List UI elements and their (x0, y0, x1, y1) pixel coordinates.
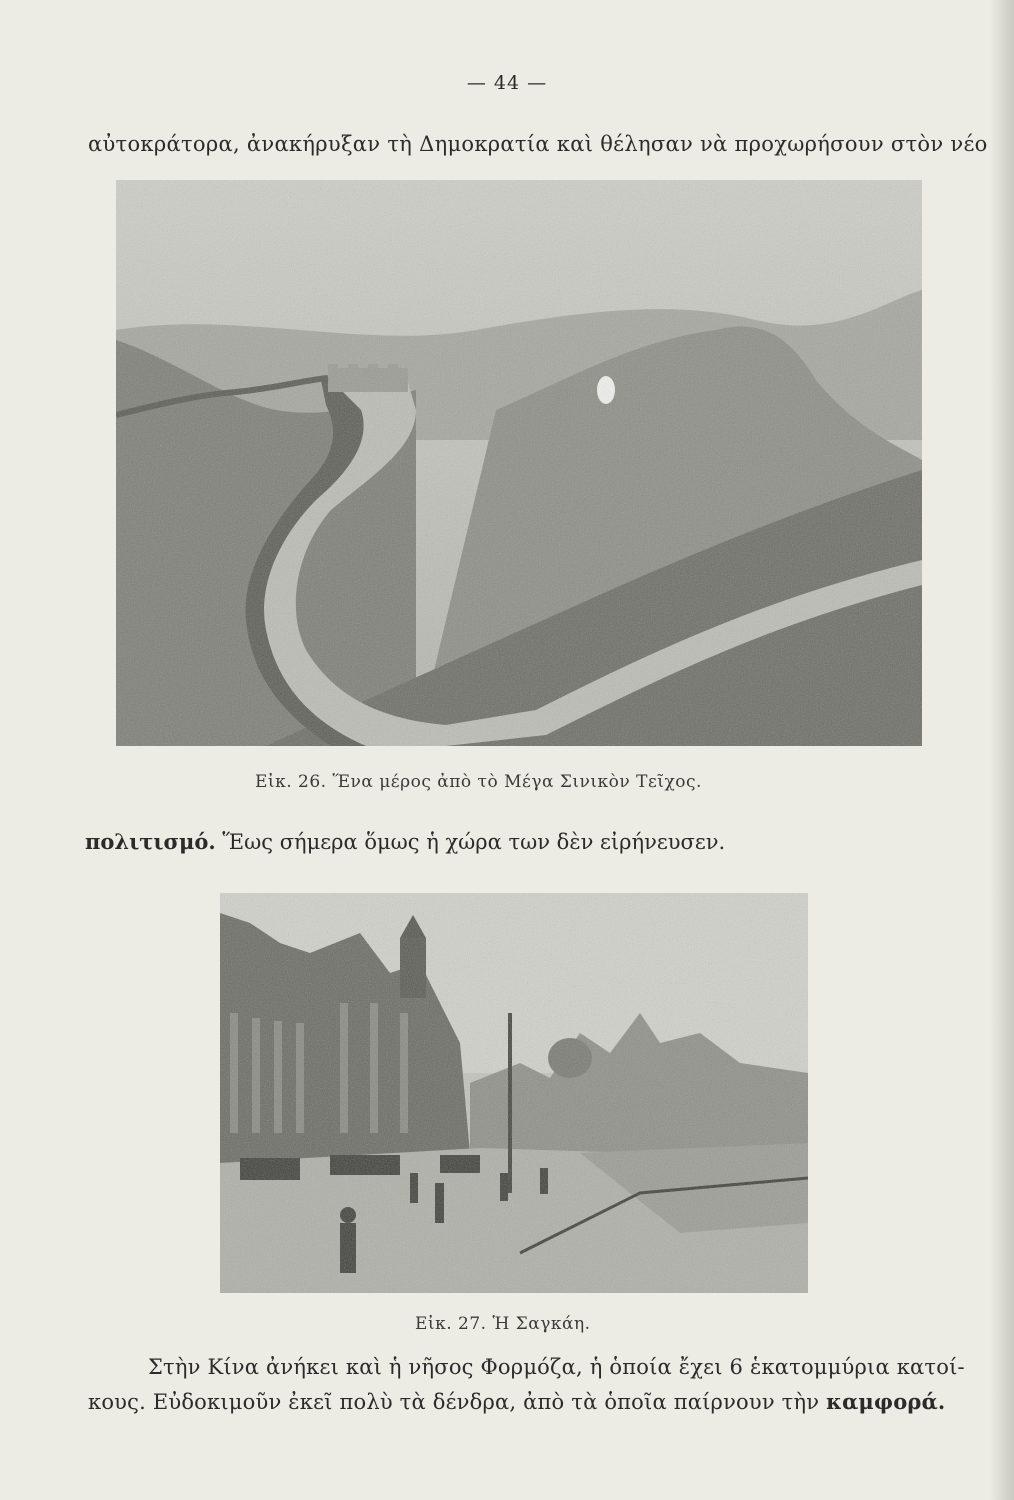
text-line-2-rest: Ἕως σήμερα ὅμως ἡ χώρα των δὲν εἰρήνευσεν. (215, 830, 726, 854)
text-line-2 (85, 828, 725, 856)
text-line-3: Στὴν Κίνα ἀνήκει καὶ ἡ νῆσος Φορμόζα, ἡ ὁποία ἔχει 6 ἑκατομμύρια κατοί- (148, 1355, 965, 1379)
figure-26-caption: Εἰκ. 26. Ἕνα μέρος ἀπὸ τὸ Μέγα Σινικὸν Τεῖχος. (255, 772, 702, 792)
text-line-4-start: κους. Εὐδοκιμοῦν ἐκεῖ πολὺ τὰ δένδρα, ἀπὸ τὰ ὁποῖα παίρνουν τὴν (88, 1390, 827, 1414)
page-number: — 44 — (466, 72, 548, 94)
great-wall-photo (116, 180, 922, 746)
shanghai-photo (220, 893, 808, 1293)
bold-word-politismo: πολιτισμό. (85, 829, 216, 854)
bold-word-kamfora: καμφορά. (826, 1389, 946, 1414)
text-line-1: αὐτοκράτορα, ἀνακήρυξαν τὴ Δημοκρατία καὶ θέλησαν νὰ προχωρήσουν στὸν νέο (88, 132, 988, 156)
page-edge-shadow (990, 0, 1014, 1500)
text-line-4 (88, 1388, 945, 1416)
figure-27-caption: Εἰκ. 27. Ἡ Σαγκάη. (415, 1314, 591, 1334)
